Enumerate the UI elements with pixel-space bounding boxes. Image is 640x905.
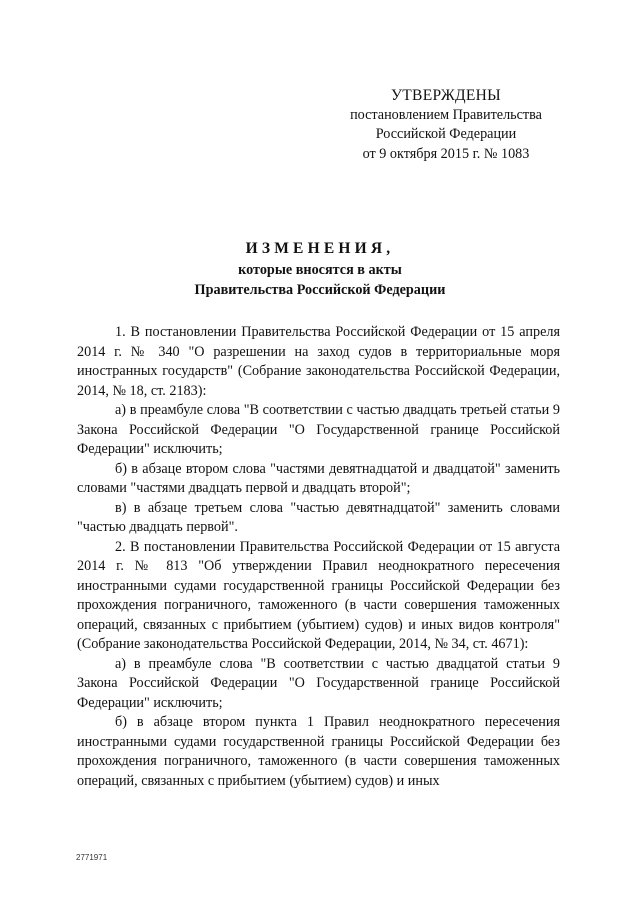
document-body: [77, 323, 560, 791]
paragraph-2b: б) в абзаце втором пункта 1 Правил неоднократного пересечения иностранными судами государственной границы Российской Федерации без прохождения пограничного, таможенного (в части совершения таможенных операций, связанных с прибытием (убытием) судов) и иных: [77, 714, 560, 789]
approval-line-2: Российской Федерации: [375, 126, 517, 142]
paragraph-1b: б) в абзаце втором слова "частями девятнадцатой и двадцатой" заменить словами "частями двадцать первой и двадцать второй";: [77, 460, 560, 496]
paragraph-1: 1. В постановлении Правительства Российской Федерации от 15 апреля 2014 г. № 340 "О разрешении на заход судов в территориальные моря иностранных государств" (Собрание законодательства Российской Федерации, 2014, № 18, ст. 2183):: [77, 324, 560, 399]
approval-title: УТВЕРЖДЕНЫ: [391, 87, 501, 104]
heading-title: ИЗМЕНЕНИЯ,: [245, 240, 395, 257]
document-code: 2771971: [76, 853, 108, 862]
approval-line-1: постановлением Правительства: [350, 106, 542, 123]
approval-line-3: от 9 октября 2015 г. № 1083: [362, 145, 530, 162]
paragraph-2: 2. В постановлении Правительства Российской Федерации от 15 августа 2014 г. № 813 "Об утверждении Правил неоднократного пересечения иностранными судами государственной границы Российской Федерации без прохождения пограничного, таможенного (в части совершения таможенных операций, связанных с прибытием (убытием) судов) и иных видов контроля" (Собрание законодательства Российской Федерации, 2014, № 34, ст. 4671):: [77, 538, 560, 652]
heading-subtitle-2: Правительства Российской Федерации: [194, 282, 446, 298]
paragraph-1c: в) в абзаце третьем слова "частью девятнадцатой" заменить словами "частью двадцать первой".: [77, 499, 560, 535]
paragraph-1a: а) в преамбуле слова "В соответствии с частью двадцать третьей статьи 9 Закона Российской Федерации "О Государственной границе Российской Федерации" исключить;: [77, 402, 560, 457]
document-heading: [0, 238, 640, 300]
approval-block: [330, 86, 562, 164]
heading-subtitle-1: которые вносятся в акты: [238, 262, 402, 278]
paragraph-2a: а) в преамбуле слова "В соответствии с частью двадцатой статьи 9 Закона Российской Федерации "О Государственной границе Российской Федерации" исключить;: [77, 655, 560, 711]
